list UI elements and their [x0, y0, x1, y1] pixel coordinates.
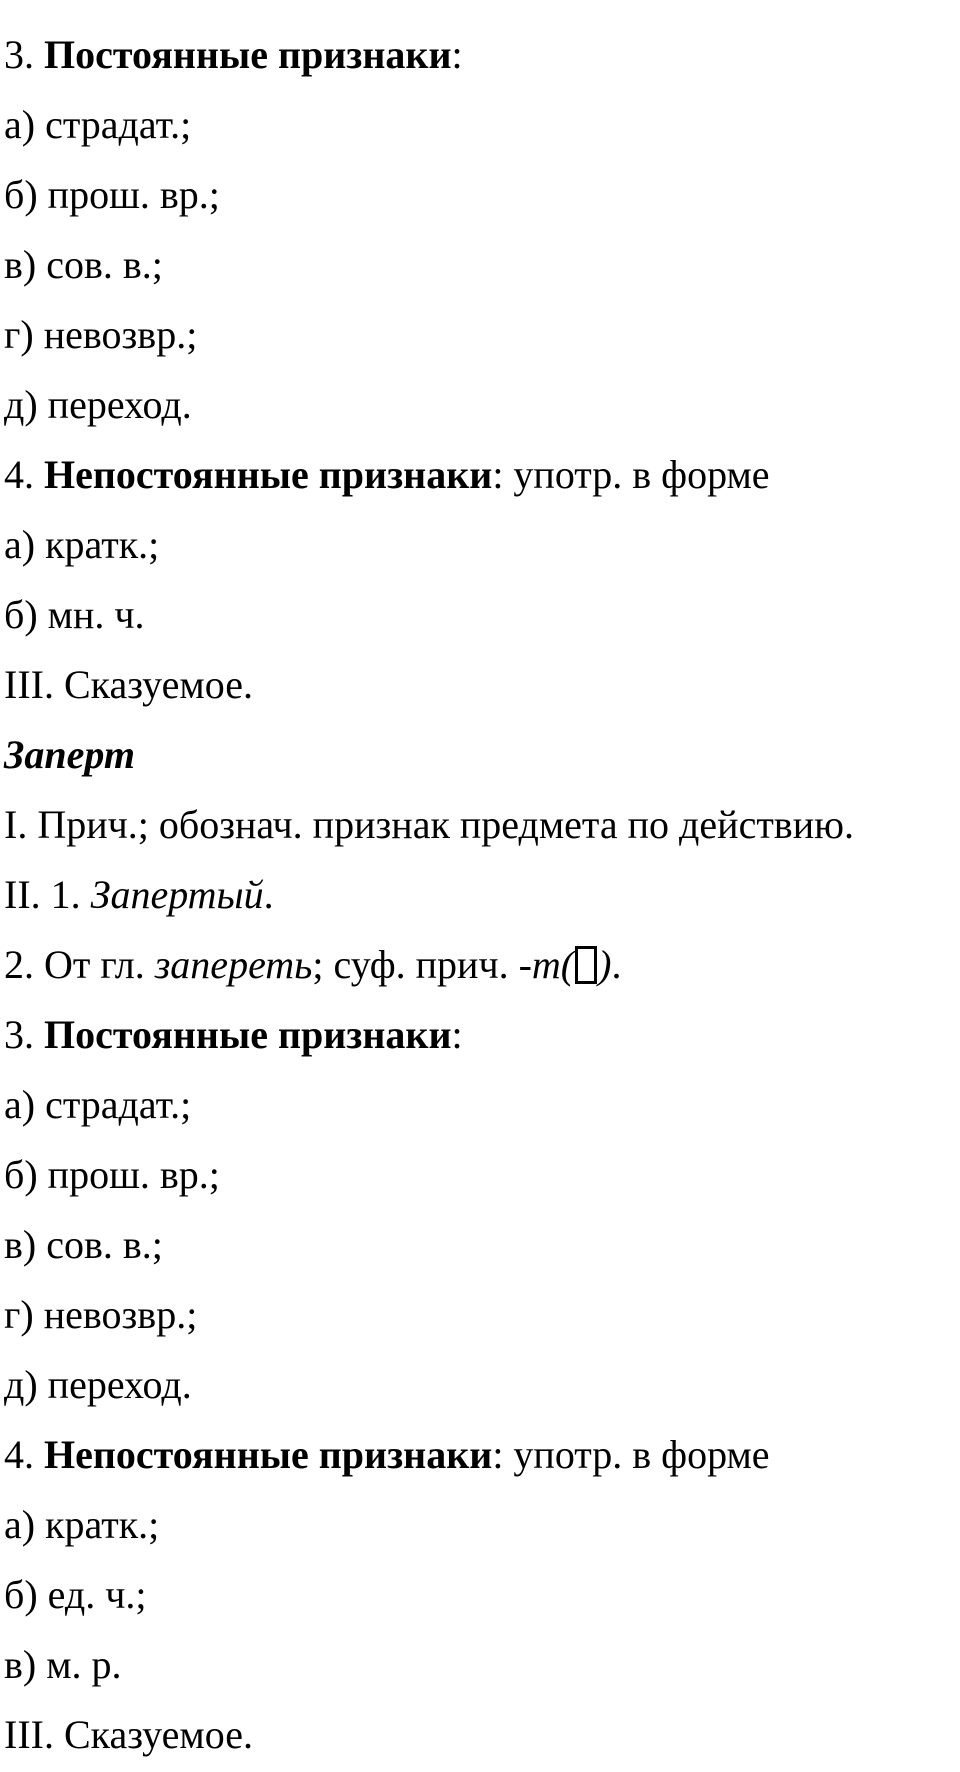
feature-d: д) переход.	[4, 1362, 192, 1407]
section-title: Непостоянные признаки	[44, 1432, 493, 1477]
nonpermanent-features-line	[4, 1420, 956, 1490]
form-b: б) мн. ч.	[4, 592, 145, 637]
line-prefix: 2. От гл.	[4, 942, 155, 987]
form-a: а) кратк.;	[4, 522, 160, 567]
period: .	[263, 872, 274, 917]
section-title: Постоянные признаки	[44, 32, 452, 77]
form-b: б) ед. ч.;	[4, 1572, 147, 1617]
feature-v: в) сов. в.;	[4, 242, 163, 287]
initial-form-word: Запертый	[90, 872, 264, 917]
item-number: 3.	[4, 32, 44, 77]
feature-g: г) невозвр.;	[4, 312, 198, 357]
section-rest: : употр. в форме	[492, 452, 770, 497]
permanent-features-line	[4, 20, 956, 90]
initial-form-line	[4, 860, 956, 930]
syntactic-role: III. Сказуемое.	[4, 1712, 253, 1757]
item-number: 4.	[4, 452, 44, 497]
item-number: 4.	[4, 1432, 44, 1477]
form-a: а) кратк.;	[4, 1502, 160, 1547]
syntactic-role: III. Сказуемое.	[4, 662, 253, 707]
permanent-features-line	[4, 1000, 956, 1070]
feature-g: г) невозвр.;	[4, 1292, 198, 1337]
closing-paren: )	[598, 942, 612, 987]
nonpermanent-features-line	[4, 440, 956, 510]
source-verb: запереть	[154, 942, 313, 987]
feature-d: д) переход.	[4, 382, 192, 427]
document-body	[4, 20, 956, 1770]
section-title: Постоянные признаки	[44, 1012, 452, 1057]
line-mid: ; суф. прич.	[312, 942, 519, 987]
participle-suffix: -т(	[518, 942, 575, 987]
feature-a: а) страдат.;	[4, 102, 192, 147]
feature-b: б) прош. вр.;	[4, 172, 220, 217]
line-prefix: II. 1.	[4, 872, 91, 917]
colon: :	[451, 32, 463, 77]
feature-a: а) страдат.;	[4, 1082, 192, 1127]
section-rest: : употр. в форме	[492, 1432, 770, 1477]
feature-b: б) прош. вр.;	[4, 1152, 220, 1197]
item-number: 3.	[4, 1012, 44, 1057]
missing-glyph-box	[575, 946, 597, 984]
colon: :	[451, 1012, 463, 1057]
section-title: Непостоянные признаки	[44, 452, 493, 497]
form-v: в) м. р.	[4, 1642, 122, 1687]
part-of-speech: I. Прич.; обознач. признак предмета по действию.	[4, 802, 854, 847]
derivation-line	[4, 930, 956, 1000]
period: .	[611, 942, 622, 987]
feature-v: в) сов. в.;	[4, 1222, 163, 1267]
word-heading: Заперт	[4, 732, 135, 777]
